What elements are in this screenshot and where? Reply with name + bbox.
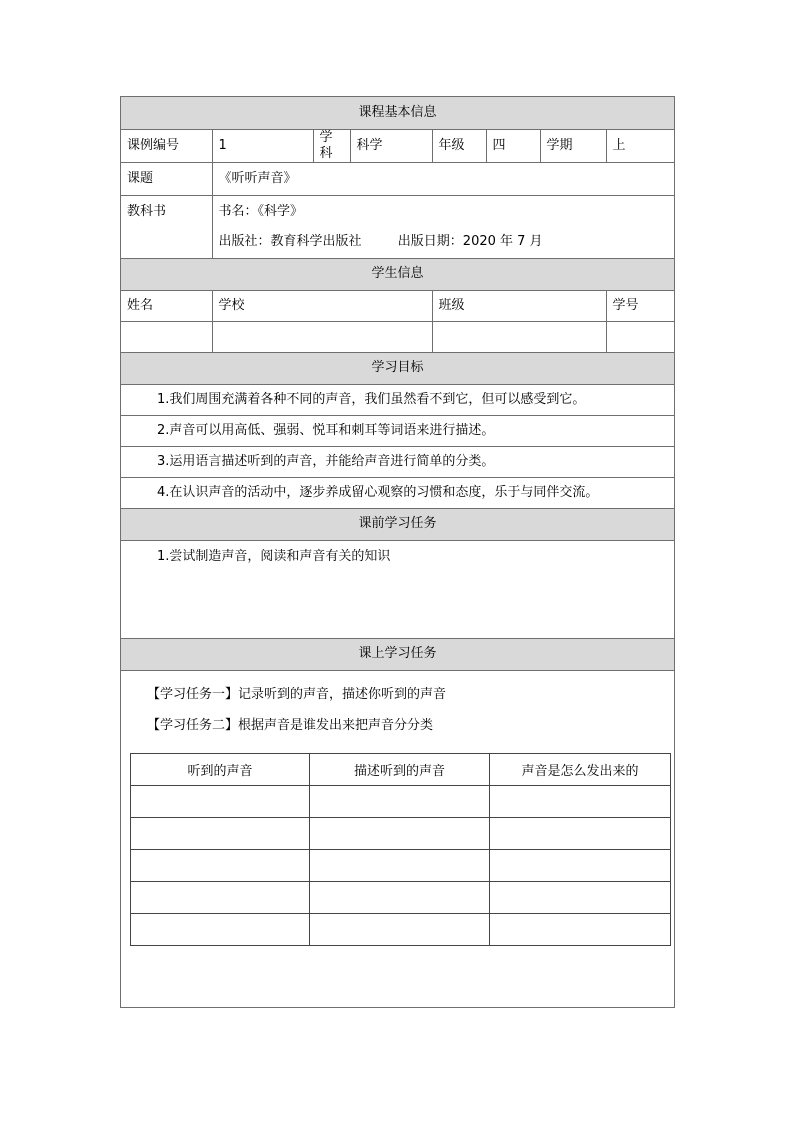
name-label: 姓名 — [121, 290, 212, 321]
subject-label: 学科 — [313, 129, 350, 162]
id-field[interactable] — [606, 321, 674, 352]
section-student-info: 学生信息 — [121, 258, 674, 290]
cell[interactable] — [131, 914, 310, 946]
basic-info-table — [121, 97, 674, 671]
subject-value: 科学 — [350, 129, 432, 162]
topic-label: 课题 — [121, 162, 212, 195]
cell[interactable] — [490, 914, 671, 946]
class-task-1: 【学习任务一】记录听到的声音，描述你听到的声音 — [147, 687, 447, 702]
cell[interactable] — [310, 850, 490, 882]
table-row — [131, 818, 671, 850]
table-row — [131, 914, 671, 946]
cell[interactable] — [310, 786, 490, 818]
table-row — [131, 882, 671, 914]
textbook-info — [212, 195, 674, 258]
textbook-label: 教科书 — [121, 195, 212, 258]
section-pre-tasks: 课前学习任务 — [121, 508, 674, 540]
header-heard-sound: 听到的声音 — [131, 754, 310, 786]
objective-item: 1.我们周围充满着各种不同的声音，我们虽然看不到它，但可以感受到它。 — [121, 384, 674, 415]
lesson-sheet — [120, 96, 675, 1008]
cell[interactable] — [490, 850, 671, 882]
cell[interactable] — [310, 818, 490, 850]
term-value: 上 — [606, 129, 674, 162]
class-task-2: 【学习任务二】根据声音是谁发出来把声音分分类 — [147, 718, 434, 733]
cell[interactable] — [131, 786, 310, 818]
cell[interactable] — [310, 914, 490, 946]
cell[interactable] — [131, 850, 310, 882]
header-describe-sound: 描述听到的声音 — [310, 754, 490, 786]
topic-value: 《听听声音》 — [212, 162, 674, 195]
cell[interactable] — [131, 882, 310, 914]
cell[interactable] — [131, 818, 310, 850]
objective-item: 4.在认识声音的活动中，逐步养成留心观察的习惯和态度，乐于与同伴交流。 — [121, 477, 674, 508]
objective-item: 2.声音可以用高低、强弱、悦耳和刺耳等词语来进行描述。 — [121, 415, 674, 446]
name-field[interactable] — [121, 321, 212, 352]
book-name: 书名：《科学》 — [218, 203, 304, 219]
pre-task-item: 1.尝试制造声音，阅读和声音有关的知识 — [121, 540, 674, 638]
cell[interactable] — [490, 786, 671, 818]
grade-label: 年级 — [432, 129, 486, 162]
section-basic-info: 课程基本信息 — [121, 97, 674, 129]
sound-record-table — [130, 753, 671, 946]
pub-date: 出版日期：2020 年 7 月 — [397, 233, 543, 249]
school-label: 学校 — [212, 290, 432, 321]
table-row — [131, 850, 671, 882]
case-no-value: 1 — [212, 129, 313, 162]
objective-item: 3.运用语言描述听到的声音，并能给声音进行简单的分类。 — [121, 446, 674, 477]
section-objectives: 学习目标 — [121, 352, 674, 384]
grade-value: 四 — [486, 129, 540, 162]
cell[interactable] — [490, 818, 671, 850]
header-sound-source: 声音是怎么发出来的 — [490, 754, 671, 786]
publisher: 出版社：教育科学出版社 — [218, 233, 362, 249]
school-field[interactable] — [212, 321, 432, 352]
section-class-tasks: 课上学习任务 — [121, 638, 674, 670]
table-row — [131, 786, 671, 818]
case-no-label: 课例编号 — [121, 129, 212, 162]
cell[interactable] — [490, 882, 671, 914]
class-label: 班级 — [432, 290, 606, 321]
publisher-line — [219, 227, 669, 257]
class-field[interactable] — [432, 321, 606, 352]
id-label: 学号 — [606, 290, 674, 321]
term-label: 学期 — [540, 129, 606, 162]
cell[interactable] — [310, 882, 490, 914]
